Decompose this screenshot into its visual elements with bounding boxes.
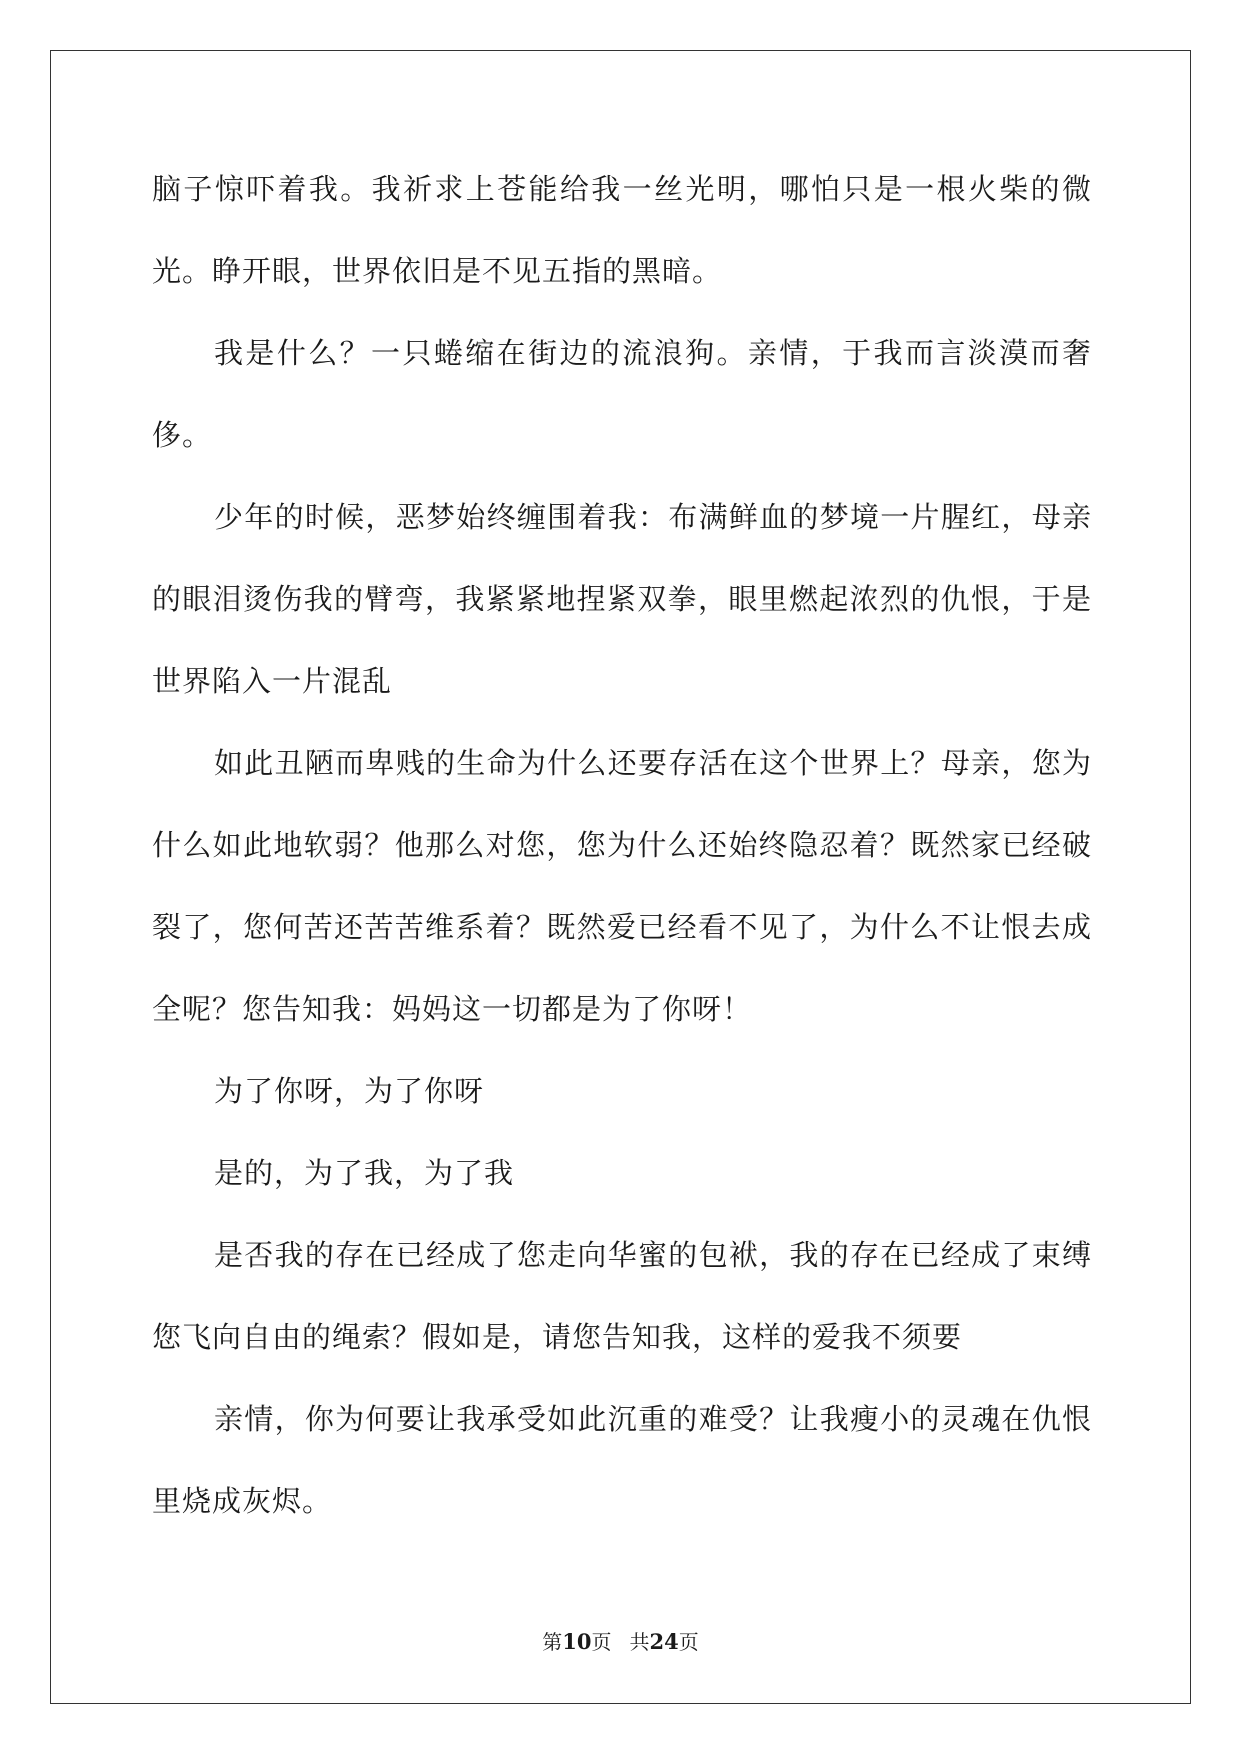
footer-total-suffix: 页 bbox=[678, 1630, 699, 1654]
footer-page-suffix: 页 bbox=[591, 1630, 612, 1654]
page-footer bbox=[0, 1626, 1241, 1655]
current-page-number: 10 bbox=[562, 1629, 592, 1654]
paragraph-6: 是的，为了我，为了我 bbox=[214, 1156, 515, 1190]
paragraph-1: 脑子惊吓着我。我祈求上苍能给我一丝光明，哪怕只是一根火柴的微光。睁开眼，世界依旧是不见五指的黑暗。 bbox=[152, 172, 1092, 288]
paragraph-5: 为了你呀，为了你呀 bbox=[214, 1074, 485, 1108]
paragraph-8: 亲情，你为何要让我承受如此沉重的难受？让我瘦小的灵魂在仇恨里烧成灰烬。 bbox=[152, 1402, 1092, 1518]
paragraph-7: 是否我的存在已经成了您走向华蜜的包袱，我的存在已经成了束缚您飞向自由的绳索？假如是，请您告知我，这样的爱我不须要 bbox=[152, 1238, 1092, 1354]
total-page-count: 24 bbox=[649, 1629, 679, 1654]
paragraph-3: 少年的时候，恶梦始终缠围着我：布满鲜血的梦境一片腥红，母亲的眼泪烫伤我的臂弯，我紧紧地捏紧双拳，眼里燃起浓烈的仇恨，于是世界陷入一片混乱 bbox=[152, 500, 1092, 698]
paragraph-2: 我是什么？一只蜷缩在街边的流浪狗。亲情，于我而言淡漠而奢侈。 bbox=[152, 336, 1092, 452]
footer-prefix: 第 bbox=[542, 1630, 563, 1654]
paragraph-4: 如此丑陋而卑贱的生命为什么还要存活在这个世界上？母亲，您为什么如此地软弱？他那么对您，您为什么还始终隐忍着？既然家已经破裂了，您何苦还苦苦维系着？既然爱已经看不见了，为什么不让恨去成全呢？您告知我：妈妈这一切都是为了你呀！ bbox=[152, 746, 1092, 1026]
footer-total-prefix: 共 bbox=[629, 1630, 650, 1654]
document-body bbox=[152, 148, 1092, 1542]
